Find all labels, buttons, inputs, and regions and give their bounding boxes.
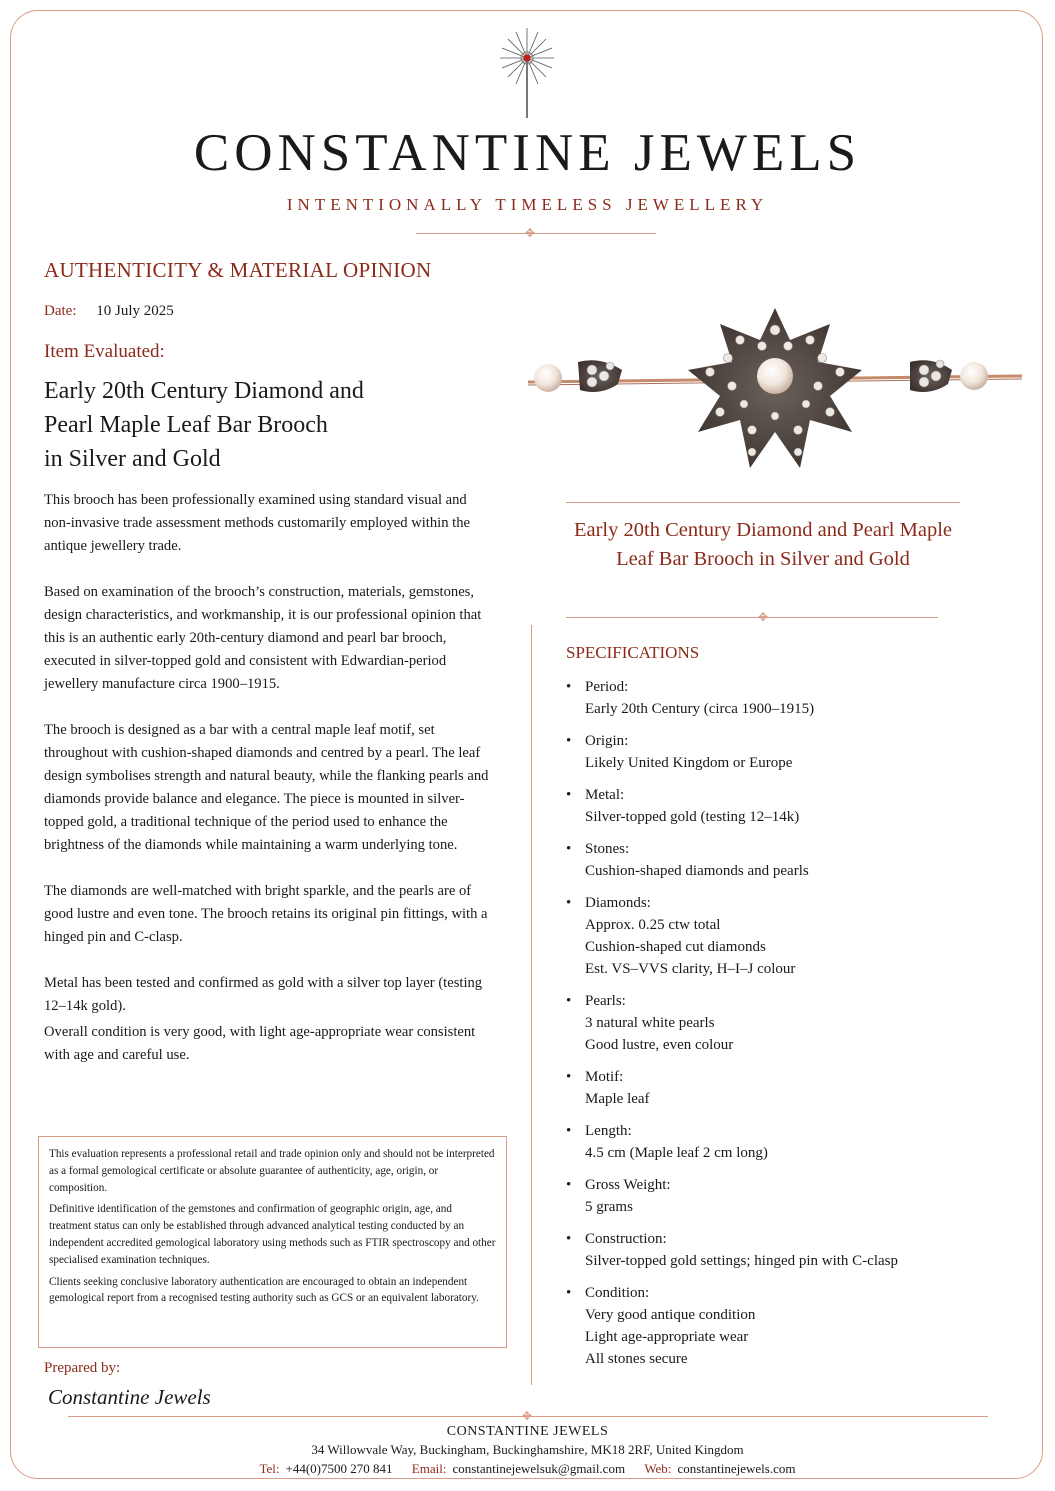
- starburst-logo-icon: [496, 24, 558, 120]
- spec-value: Approx. 0.25 ctw total: [585, 917, 721, 933]
- spec-item: [566, 730, 1006, 774]
- header-divider: [416, 233, 656, 234]
- spec-value: Silver-topped gold settings; hinged pin with C-clasp: [585, 1253, 899, 1269]
- spec-value: Cushion-shaped cut diamonds: [585, 939, 766, 955]
- opinion-paragraph: Metal has been tested and confirmed as gold with a silver top layer (testing 12–14k gold).: [44, 975, 483, 1014]
- spec-item: [566, 1282, 1006, 1370]
- item-title-line: Pearl Maple Leaf Bar Brooch: [44, 412, 328, 438]
- spec-value: Cushion-shaped diamonds and pearls: [585, 863, 809, 879]
- opinion-body: [44, 489, 494, 1090]
- brooch-image: [500, 300, 1030, 490]
- spec-label: • Metal:: [585, 787, 625, 803]
- footer-company-name: CONSTANTINE JEWELS: [446, 1424, 609, 1439]
- spec-value: Likely United Kingdom or Europe: [585, 755, 793, 771]
- spec-item: [566, 1228, 1006, 1272]
- image-divider: [566, 502, 960, 503]
- date-value: 10 July 2025: [96, 303, 174, 319]
- spec-value: Good lustre, even colour: [585, 1037, 734, 1053]
- spec-label: • Origin:: [585, 733, 629, 749]
- spec-item: [566, 784, 1006, 828]
- spec-label: • Period:: [585, 679, 629, 695]
- item-title-line: Early 20th Century Diamond and: [44, 378, 364, 404]
- footer-web: [644, 1461, 795, 1476]
- spec-value: 3 natural white pearls: [585, 1015, 715, 1031]
- item-evaluated-label: Item Evaluated:: [44, 341, 165, 362]
- brand-name: CONSTANTINE JEWELS: [193, 124, 862, 182]
- spec-value: Very good antique condition: [585, 1307, 756, 1323]
- web-link[interactable]: constantinejewels.com: [677, 1461, 796, 1476]
- brand-tagline: INTENTIONALLY TIMELESS JEWELLERY: [286, 195, 769, 214]
- footer-contacts: [0, 1461, 1055, 1477]
- signature: Constantine Jewels: [48, 1385, 211, 1409]
- spec-item: [566, 676, 1006, 720]
- email-link[interactable]: constantinejewelsuk@gmail.com: [452, 1461, 626, 1476]
- spec-label: • Pearls:: [585, 993, 626, 1009]
- spec-item: [566, 1174, 1006, 1218]
- header-divider-ornament-icon: ✥: [525, 226, 536, 240]
- item-title-line: in Silver and Gold: [44, 446, 221, 472]
- opinion-paragraph: This brooch has been professionally examined using standard visual and non-invasive trade assessment methods customarily employed within the antique jewellery trade.: [44, 492, 470, 554]
- disclaimer-paragraph: Clients seeking conclusive laboratory authentication are encouraged to obtain an independent gemological report from a recognised testing authority such as GCS or an equivalent laboratory.: [49, 1275, 479, 1305]
- spec-value: 5 grams: [585, 1199, 633, 1215]
- spec-value: All stones secure: [585, 1351, 688, 1367]
- date-row: [44, 303, 174, 320]
- spec-item: [566, 1066, 1006, 1110]
- spec-value: Est. VS–VVS clarity, H–I–J colour: [585, 961, 796, 977]
- footer-divider-ornament-icon: ✥: [522, 1409, 533, 1423]
- spec-item: [566, 838, 1006, 882]
- web-label: Web:: [644, 1461, 672, 1476]
- spec-label: • Gross Weight:: [585, 1177, 671, 1193]
- footer-address: 34 Willowvale Way, Buckingham, Buckinghamshire, MK18 2RF, United Kingdom: [311, 1442, 744, 1457]
- spec-value: Maple leaf: [585, 1091, 650, 1107]
- opinion-paragraph: Overall condition is very good, with light age-appropriate wear consistent with age and careful use.: [44, 1024, 476, 1063]
- title-divider-ornament-icon: ✥: [758, 610, 769, 624]
- disclaimer-paragraph: Definitive identification of the gemstones and confirmation of geographic origin, age, and treatment status can only be established through advanced analytical testing conducted by an independent accredited gemological laboratory using methods such as FTIR spectroscopy and other specialised examination techniques.: [49, 1203, 496, 1266]
- spec-label: • Diamonds:: [585, 895, 651, 911]
- tel-value[interactable]: +44(0)7500 270 841: [285, 1461, 393, 1476]
- specifications-list: [566, 676, 1006, 1380]
- spec-label: • Construction:: [585, 1231, 667, 1247]
- spec-value: Silver-topped gold (testing 12–14k): [585, 809, 800, 825]
- column-divider: [531, 625, 532, 1385]
- date-label: Date:: [44, 303, 77, 319]
- item-title: [44, 374, 484, 476]
- disclaimer-box: [38, 1136, 507, 1348]
- product-title: Early 20th Century Diamond and Pearl Maple Leaf Bar Brooch in Silver and Gold: [573, 519, 953, 570]
- title-divider: [566, 617, 938, 618]
- spec-item: [566, 892, 1006, 980]
- footer-tel: [259, 1461, 395, 1476]
- section-title: AUTHENTICITY & MATERIAL OPINION: [44, 258, 432, 282]
- opinion-paragraph: The diamonds are well-matched with bright sparkle, and the pearls are of good lustre and even tone. The brooch retains its original pin fittings, with a hinged pin and C-clasp.: [44, 883, 488, 945]
- spec-value: Light age-appropriate wear: [585, 1329, 749, 1345]
- opinion-paragraph: Based on examination of the brooch’s construction, materials, gemstones, design characteristics, and workmanship, it is our professional opinion that this is an authentic early 20th-century diamond and pearl bar brooch, executed in silver-topped gold and consistent with Edwardian-period jewellery manufacture circa 1900–1915.: [44, 584, 482, 692]
- spec-label: • Condition:: [585, 1285, 650, 1301]
- footer-email: [412, 1461, 629, 1476]
- spec-label: • Motif:: [585, 1069, 624, 1085]
- specifications-title: SPECIFICATIONS: [566, 643, 700, 662]
- email-label: Email:: [411, 1461, 447, 1476]
- spec-label: • Stones:: [585, 841, 630, 857]
- disclaimer-paragraph: This evaluation represents a professional retail and trade opinion only and should not be interpreted as a formal gemological certificate or absolute guarantee of authenticity, age, origin, or composition.: [49, 1148, 495, 1194]
- spec-value: Early 20th Century (circa 1900–1915): [585, 701, 815, 717]
- spec-item: [566, 990, 1006, 1056]
- prepared-by-label: Prepared by:: [44, 1360, 121, 1376]
- opinion-paragraph: The brooch is designed as a bar with a central maple leaf motif, set throughout with cushion-shaped diamonds and centred by a pearl. The leaf design symbolises strength and natural beauty, while the flanking pearls and diamonds provide balance and elegance. The piece is mounted in silver-topped gold, a traditional technique of the period used to enhance the brightness of the diamonds while maintaining a warm underlying tone.: [44, 722, 489, 853]
- spec-value: 4.5 cm (Maple leaf 2 cm long): [585, 1145, 768, 1161]
- tel-label: Tel:: [259, 1461, 280, 1476]
- spec-item: [566, 1120, 1006, 1164]
- spec-label: • Length:: [585, 1123, 632, 1139]
